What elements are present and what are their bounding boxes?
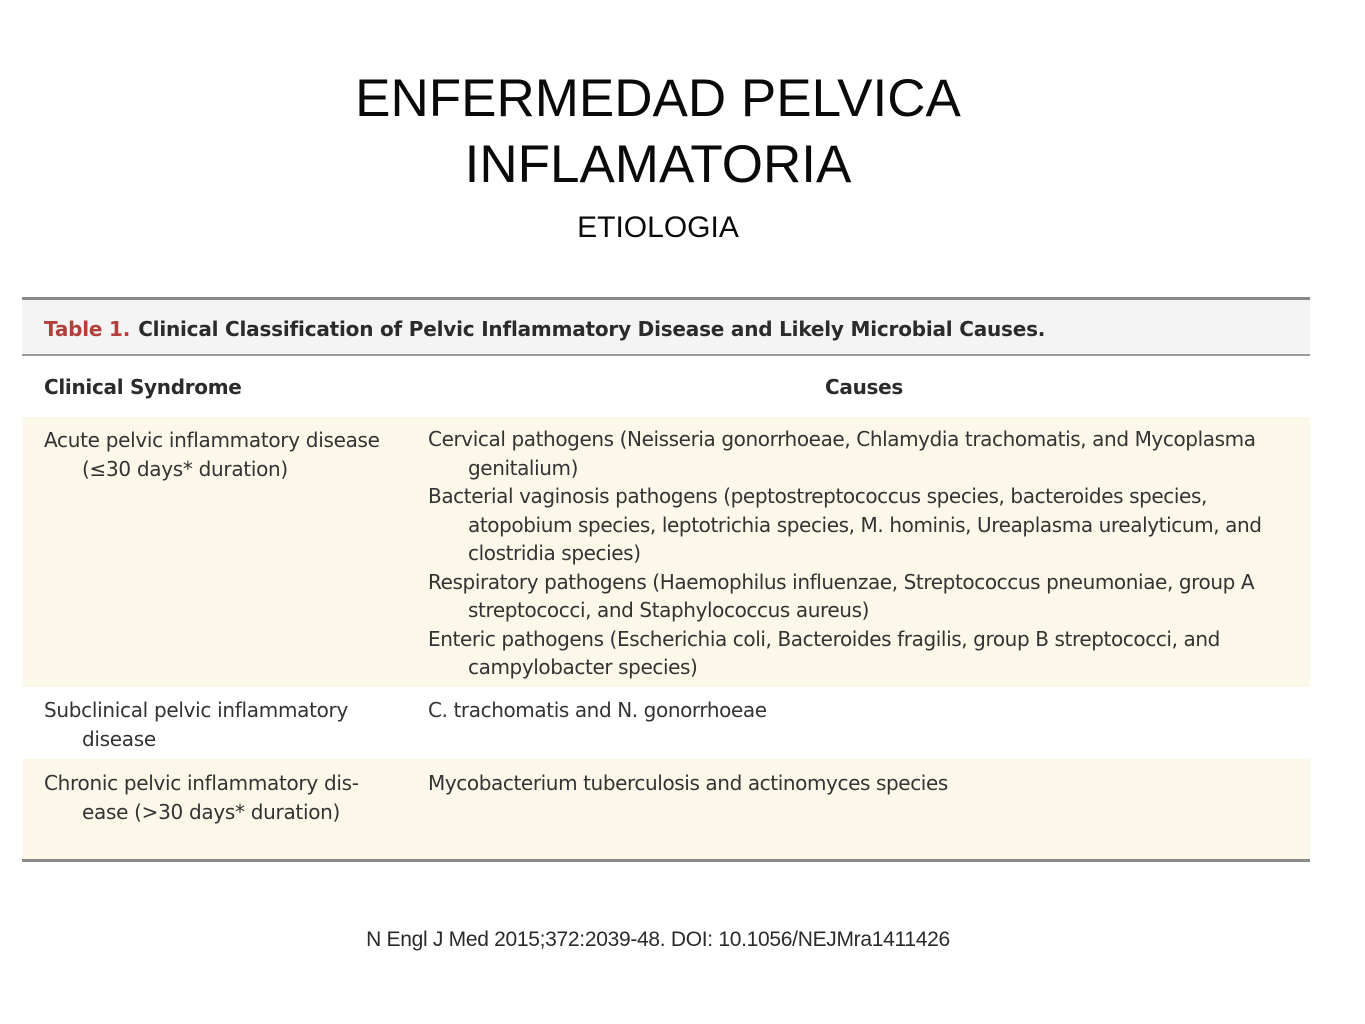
slide-subtitle: ETIOLOGIA (577, 211, 739, 244)
slide-title-line1: ENFERMEDAD PELVICA (355, 69, 961, 128)
cause-item: Cervical pathogens (Neisseria gonorrhoeae, Chlamydia trachomatis, and Mycoplasma genitalium) (428, 427, 1256, 480)
syndrome-line1: Chronic pelvic inflammatory dis- (44, 771, 359, 795)
table-caption-text: Clinical Classification of Pelvic Inflammatory Disease and Likely Microbial Causes. (138, 317, 1046, 341)
row-causes-acute (428, 425, 1298, 682)
column-header-clinical-syndrome: Clinical Syndrome (44, 375, 242, 399)
row-syndrome-acute (44, 426, 424, 484)
row-causes-chronic (428, 769, 1298, 798)
classification-table (22, 297, 1310, 862)
cause-item: Enteric pathogens (Escherichia coli, Bacteroides fragilis, group B streptococci, and campylobacter species) (428, 626, 1220, 679)
syndrome-line2: ease (>30 days* duration) (82, 800, 341, 824)
row-syndrome-subclinical (44, 696, 424, 754)
table-bottom-rule (22, 859, 1310, 862)
cause-item: C. trachomatis and N. gonorrhoeae (428, 698, 767, 722)
cause-item: Bacterial vaginosis pathogens (peptostreptococcus species, bacteroides species, atopobium species, leptotrichia species, M. hominis, Ureaplasma urealyticum, and clostridia species) (428, 484, 1262, 565)
syndrome-line2: (≤30 days* duration) (82, 457, 288, 481)
table-caption (44, 317, 1045, 341)
slide-title-line2: INFLAMATORIA (464, 135, 852, 194)
column-header-causes: Causes (825, 375, 903, 399)
cause-item: Mycobacterium tuberculosis and actinomyces species (428, 771, 948, 795)
citation: N Engl J Med 2015;372:2039-48. DOI: 10.1056/NEJMra1411426 (366, 928, 950, 951)
row-causes-subclinical (428, 696, 1298, 725)
syndrome-line2: disease (82, 727, 156, 751)
slide-title (0, 66, 1316, 198)
cause-item: Respiratory pathogens (Haemophilus influenzae, Streptococcus pneumoniae, group A streptococci, and Staphylococcus aureus) (428, 569, 1255, 622)
table-label: Table 1. (44, 317, 131, 341)
syndrome-line1: Subclinical pelvic inflammatory (44, 698, 349, 722)
table-caption-band (22, 300, 1310, 356)
syndrome-line1: Acute pelvic inflammatory disease (44, 428, 380, 452)
row-syndrome-chronic (44, 769, 424, 827)
